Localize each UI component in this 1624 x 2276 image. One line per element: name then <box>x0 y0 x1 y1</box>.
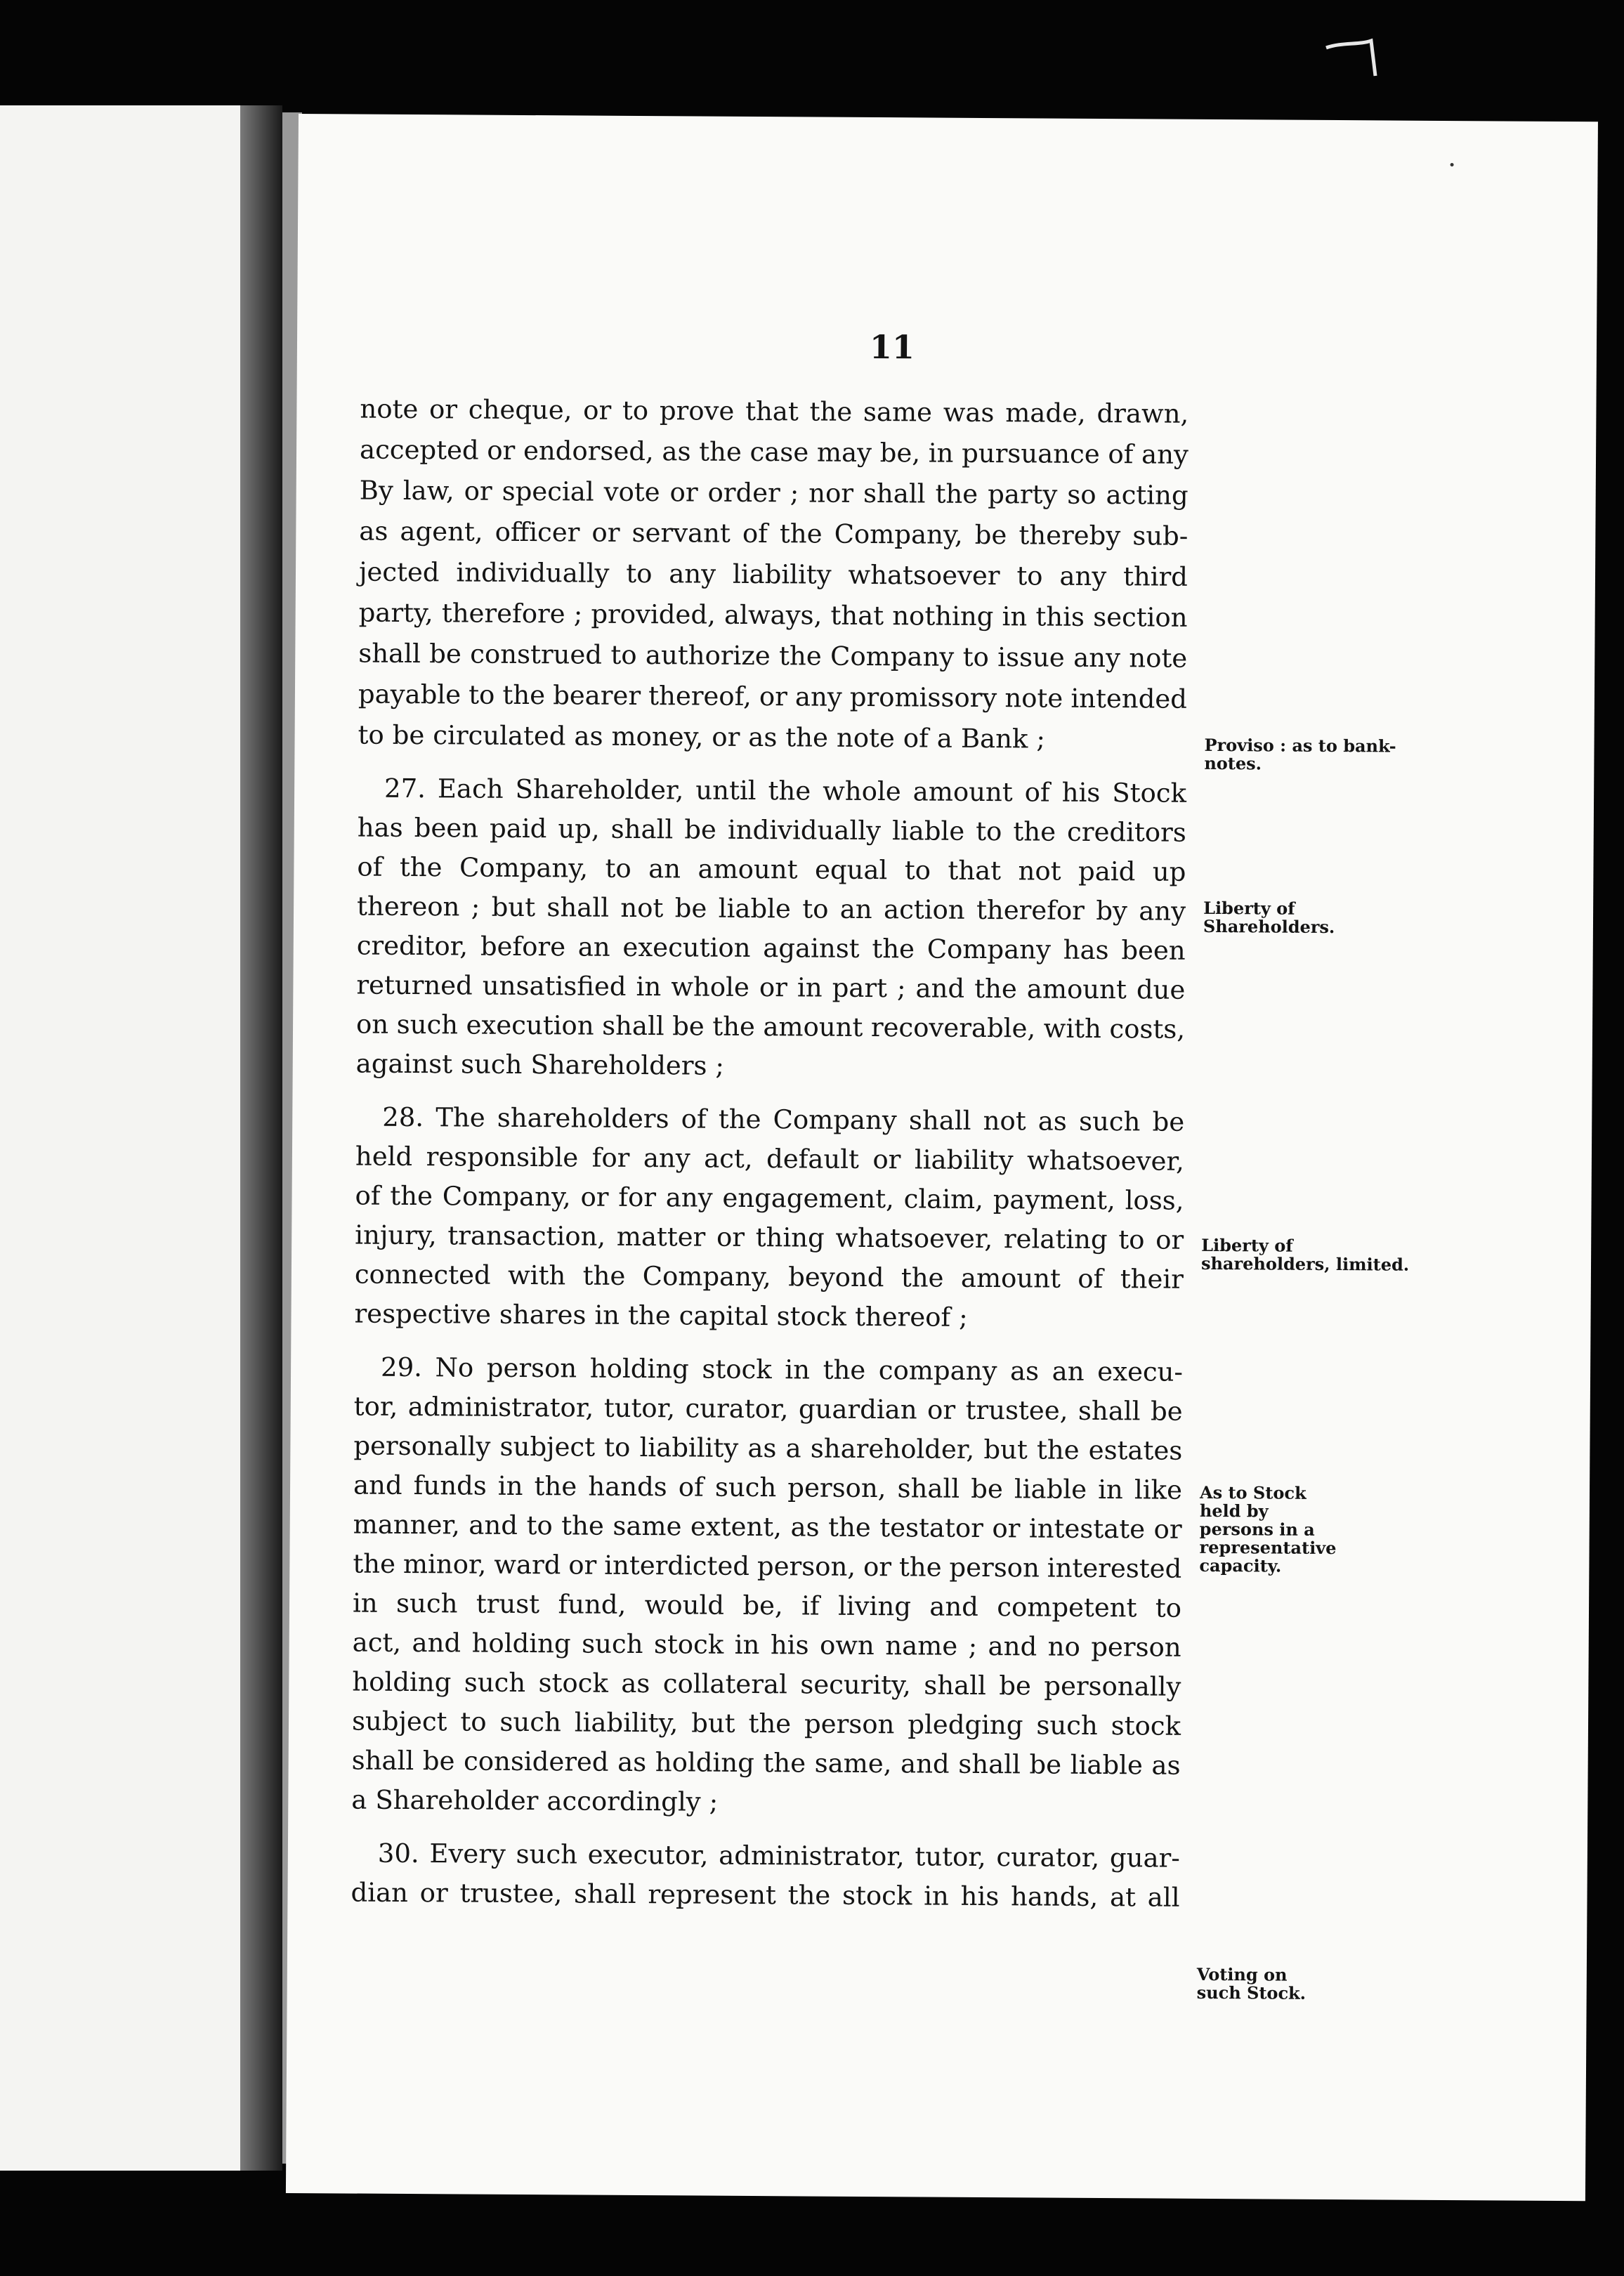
text-line: as agent, officer or servant of the Company, be thereby sub- <box>359 516 1188 551</box>
text-line: connected with the Company, beyond the amount of their <box>354 1259 1184 1295</box>
left-page <box>0 105 277 2171</box>
text-line: subject to such liability, but the person pledging such stock <box>351 1706 1181 1741</box>
text-line: payable to the bearer thereof, or any promissory note intended <box>358 679 1188 714</box>
margin-note-liberty-shareholders: Liberty of Shareholders. <box>1203 897 1335 938</box>
page-number: 11 <box>869 327 915 367</box>
text-line: tor, administrator, tutor, curator, guardian or trustee, shall be <box>353 1391 1183 1427</box>
text-line: 27. Each Shareholder, until the whole amount of his Stock <box>384 773 1187 809</box>
text-line: the minor, ward or interdicted person, or the person interested <box>353 1548 1182 1584</box>
text-line: act, and holding such stock in his own name ; and no person <box>352 1627 1181 1663</box>
margin-note-proviso: Proviso : as to bank-notes. <box>1204 734 1396 774</box>
text-line: and funds in the hands of such person, shall be liable in like <box>353 1470 1183 1505</box>
text-line: has been paid up, shall be individually liable to the creditors <box>357 812 1186 848</box>
text-line: By law, or special vote or order ; nor shall the party so acting <box>359 475 1188 511</box>
text-line: returned unsatisfied in whole or in part ; and the amount due <box>356 969 1186 1005</box>
text-line: manner, and to the same extent, as the testator or intestate or <box>353 1509 1182 1545</box>
page-gutter <box>240 105 282 2171</box>
margin-note-representative-capacity: As to Stock held by persons in a representative capacity. <box>1199 1482 1337 1576</box>
body-text <box>351 392 1189 1913</box>
text-line: holding such stock as collateral security, shall be personally <box>352 1666 1181 1702</box>
text-line: in such trust fund, would be, if living and competent to <box>352 1588 1182 1623</box>
text-line: of the Company, to an amount equal to that not paid up <box>357 851 1186 887</box>
text-line: jected individually to any liability whatsoever to any third <box>358 556 1188 592</box>
scan-corner-mark <box>1321 27 1391 83</box>
text-line: held responsible for any act, default or liability whatsoever, <box>355 1141 1184 1177</box>
margin-note-liberty-limited: Liberty of shareholders, limited. <box>1200 1234 1410 1275</box>
text-line: of the Company, or for any engagement, claim, payment, loss, <box>355 1180 1184 1216</box>
text-line: dian or trustee, shall represent the stock in his hands, at all <box>351 1877 1180 1913</box>
text-line: 30. Every such executor, administrator, tutor, curator, guar- <box>377 1838 1180 1873</box>
text-line: note or cheque, or to prove that the same was made, drawn, <box>360 393 1189 429</box>
text-line: injury, transaction, matter or thing whatsoever, relating to or <box>355 1219 1184 1255</box>
text-line: respective shares in the capital stock thereof ; <box>354 1298 968 1333</box>
text-line: creditor, before an execution against the Company has been <box>356 930 1186 966</box>
text-line: to be circulated as money, or as the note of a Bank ; <box>358 719 1046 754</box>
text-line: shall be construed to authorize the Company to issue any note <box>358 638 1188 674</box>
text-line: a Shareholder accordingly ; <box>351 1784 719 1817</box>
text-line: thereon ; but shall not be liable to an action therefor by any <box>356 891 1186 927</box>
text-line: accepted or endorsed, as the case may be, in pursuance of any <box>359 434 1189 470</box>
text-line: party, therefore ; provided, always, that nothing in this section <box>358 597 1188 633</box>
text-line: 28. The shareholders of the Company shall not as such be <box>382 1101 1185 1137</box>
text-line: against such Shareholders ; <box>355 1048 725 1081</box>
text-line: shall be considered as holding the same, and shall be liable as <box>351 1745 1181 1781</box>
scan-speck <box>1451 163 1454 166</box>
right-page <box>286 114 1598 2201</box>
margin-note-voting: Voting on such Stock. <box>1196 1963 1307 2003</box>
text-line: on such execution shall be the amount recoverable, with costs, <box>355 1009 1186 1045</box>
text-line: 29. No person holding stock in the company as an execu- <box>380 1352 1184 1387</box>
text-line: personally subject to liability as a shareholder, but the estates <box>353 1430 1183 1466</box>
